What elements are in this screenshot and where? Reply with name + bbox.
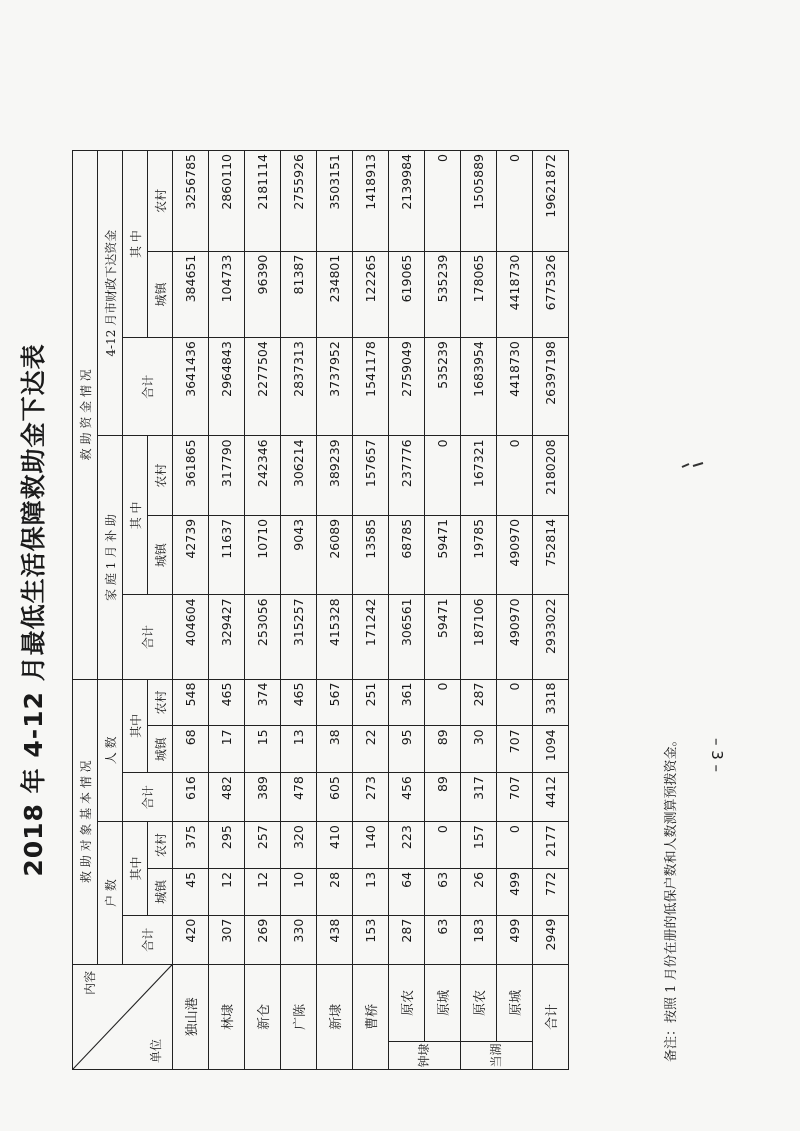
table-row: [245, 151, 281, 1070]
value-cell-p-urban: 68: [173, 726, 209, 773]
value-cell-a-urban: 619065: [389, 251, 425, 338]
value-cell-h-total: 330: [281, 915, 317, 964]
value-cell-h-total: 420: [173, 915, 209, 964]
value-cell-h-urban: 499: [497, 868, 533, 915]
unit-group-cell: 当湖: [461, 1041, 533, 1069]
households-total-header: 合计: [123, 915, 173, 964]
value-cell-a-urban: 104733: [209, 251, 245, 338]
value-cell-a-urban: 122265: [353, 251, 389, 338]
unit-group-cell: 钟埭: [389, 1041, 461, 1069]
value-cell-h-total: 307: [209, 915, 245, 964]
value-cell-a-urban: 178065: [461, 251, 497, 338]
value-cell-p-total: 482: [209, 773, 245, 822]
value-cell-j-total: 171242: [353, 595, 389, 679]
value-cell-h-total: 499: [497, 915, 533, 964]
value-cell-p-rural: 287: [461, 679, 497, 726]
value-cell-a-urban: 234801: [317, 251, 353, 338]
value-cell-j-total: 490970: [497, 595, 533, 679]
table-row: [389, 151, 425, 1070]
value-cell-j-urban: 752814: [533, 515, 569, 595]
value-cell-h-rural: 0: [425, 822, 461, 869]
value-cell-j-rural: 237776: [389, 436, 425, 516]
households-ofwhich-header: 其中: [123, 822, 148, 916]
value-cell-p-rural: 465: [209, 679, 245, 726]
jan-ofwhich-header: 其 中: [123, 436, 148, 595]
value-cell-p-total: 478: [281, 773, 317, 822]
jan-urban-header: 城镇: [148, 515, 173, 595]
value-cell-a-urban: 4418730: [497, 251, 533, 338]
value-cell-j-total: 59471: [425, 595, 461, 679]
table-row: [281, 151, 317, 1070]
value-cell-h-rural: 375: [173, 822, 209, 869]
value-cell-j-rural: 0: [425, 436, 461, 516]
value-cell-a-rural: 1418913: [353, 151, 389, 252]
value-cell-a-urban: 384651: [173, 251, 209, 338]
value-cell-j-rural: 317790: [209, 436, 245, 516]
value-cell-h-rural: 140: [353, 822, 389, 869]
value-cell-p-total: 605: [317, 773, 353, 822]
value-cell-j-rural: 306214: [281, 436, 317, 516]
unit-cell: 新埭: [317, 964, 353, 1069]
value-cell-p-rural: 567: [317, 679, 353, 726]
alloc-total-header: 合计: [123, 338, 173, 436]
value-cell-a-total: 2759049: [389, 338, 425, 436]
value-cell-p-urban: 22: [353, 726, 389, 773]
total-row: [533, 151, 569, 1070]
value-cell-a-rural: 2860110: [209, 151, 245, 252]
value-cell-a-rural: 2139984: [389, 151, 425, 252]
unit-cell: 广陈: [281, 964, 317, 1069]
unit-sub-cell: 原农: [389, 964, 425, 1041]
unit-cell: 新仓: [245, 964, 281, 1069]
alloc-ofwhich-header: 其 中: [123, 151, 148, 338]
value-cell-p-total: 4412: [533, 773, 569, 822]
value-cell-a-rural: 3256785: [173, 151, 209, 252]
value-cell-a-total: 3641436: [173, 338, 209, 436]
people-total-header: 合计: [123, 773, 173, 822]
value-cell-a-rural: 19621872: [533, 151, 569, 252]
unit-cell: 林埭: [209, 964, 245, 1069]
value-cell-j-urban: 490970: [497, 515, 533, 595]
diag-top-label: 内容: [83, 970, 97, 995]
value-cell-j-urban: 42739: [173, 515, 209, 595]
value-cell-a-urban: 81387: [281, 251, 317, 338]
households-rural-header: 农村: [148, 822, 173, 869]
value-cell-h-total: 183: [461, 915, 497, 964]
value-cell-h-rural: 157: [461, 822, 497, 869]
value-cell-h-urban: 772: [533, 868, 569, 915]
value-cell-p-urban: 707: [497, 726, 533, 773]
value-cell-j-total: 306561: [389, 595, 425, 679]
unit-cell: 合计: [533, 964, 569, 1069]
value-cell-j-total: 2933022: [533, 595, 569, 679]
value-cell-j-urban: 9043: [281, 515, 317, 595]
value-cell-a-total: 26397198: [533, 338, 569, 436]
value-cell-h-urban: 45: [173, 868, 209, 915]
alloc-rural-header: 农村: [148, 151, 173, 252]
table-row: [497, 151, 533, 1070]
unit-sub-cell: 原城: [425, 964, 461, 1041]
value-cell-p-urban: 38: [317, 726, 353, 773]
value-cell-j-urban: 13585: [353, 515, 389, 595]
rotated-sheet: [10, 110, 730, 1110]
value-cell-a-rural: 0: [497, 151, 533, 252]
value-cell-h-urban: 26: [461, 868, 497, 915]
table-row: [209, 151, 245, 1070]
value-cell-j-total: 253056: [245, 595, 281, 679]
value-cell-j-rural: 389239: [317, 436, 353, 516]
people-ofwhich-header: 其中: [123, 679, 148, 773]
value-cell-a-total: 1541178: [353, 338, 389, 436]
value-cell-j-rural: 157657: [353, 436, 389, 516]
value-cell-p-total: 456: [389, 773, 425, 822]
value-cell-p-total: 273: [353, 773, 389, 822]
value-cell-a-rural: 0: [425, 151, 461, 252]
value-cell-a-total: 535239: [425, 338, 461, 436]
value-cell-a-urban: 535239: [425, 251, 461, 338]
alloc-header: 4-12 月市财政下达资金: [98, 151, 123, 436]
value-cell-p-total: 616: [173, 773, 209, 822]
value-cell-p-total: 707: [497, 773, 533, 822]
value-cell-p-rural: 361: [389, 679, 425, 726]
value-cell-p-rural: 0: [425, 679, 461, 726]
diag-bottom-label: 单位: [149, 1038, 163, 1063]
value-cell-j-total: 187106: [461, 595, 497, 679]
value-cell-a-rural: 2755926: [281, 151, 317, 252]
value-cell-a-urban: 96390: [245, 251, 281, 338]
value-cell-a-rural: 2181114: [245, 151, 281, 252]
allocation-table: [72, 150, 569, 1070]
value-cell-h-urban: 28: [317, 868, 353, 915]
value-cell-p-urban: 17: [209, 726, 245, 773]
people-rural-header: 农村: [148, 679, 173, 726]
value-cell-j-rural: 0: [497, 436, 533, 516]
value-cell-a-total: 4418730: [497, 338, 533, 436]
value-cell-h-rural: 410: [317, 822, 353, 869]
value-cell-h-total: 438: [317, 915, 353, 964]
value-cell-h-rural: 0: [497, 822, 533, 869]
value-cell-h-urban: 64: [389, 868, 425, 915]
table-row: [173, 151, 209, 1070]
page-number: – 3 –: [708, 737, 727, 773]
value-cell-p-urban: 95: [389, 726, 425, 773]
basic-info-header: 救 助 对 象 基 本 情 况: [73, 679, 98, 964]
value-cell-p-urban: 15: [245, 726, 281, 773]
value-cell-h-urban: 13: [353, 868, 389, 915]
value-cell-a-total: 2277504: [245, 338, 281, 436]
table-row: [425, 151, 461, 1070]
households-header: 户 数: [98, 822, 123, 965]
value-cell-p-urban: 30: [461, 726, 497, 773]
people-header: 人 数: [98, 679, 123, 822]
jan-subsidy-header: 家 庭 1 月 补 助: [98, 436, 123, 679]
value-cell-a-total: 2964843: [209, 338, 245, 436]
value-cell-a-rural: 3503151: [317, 151, 353, 252]
allocation-table-wrap: [72, 150, 569, 1070]
value-cell-h-urban: 12: [245, 868, 281, 915]
unit-cell: 独山港: [173, 964, 209, 1069]
value-cell-h-rural: 320: [281, 822, 317, 869]
value-cell-j-urban: 68785: [389, 515, 425, 595]
value-cell-h-total: 287: [389, 915, 425, 964]
funds-header: 救 助 资 金 情 况: [73, 151, 98, 680]
value-cell-h-rural: 223: [389, 822, 425, 869]
value-cell-a-total: 1683954: [461, 338, 497, 436]
table-row: [353, 151, 389, 1070]
unit-sub-cell: 原农: [461, 964, 497, 1041]
value-cell-p-total: 389: [245, 773, 281, 822]
value-cell-j-total: 415328: [317, 595, 353, 679]
value-cell-p-rural: 251: [353, 679, 389, 726]
people-urban-header: 城镇: [148, 726, 173, 773]
value-cell-h-urban: 10: [281, 868, 317, 915]
value-cell-j-urban: 19785: [461, 515, 497, 595]
value-cell-j-urban: 26089: [317, 515, 353, 595]
value-cell-p-rural: 548: [173, 679, 209, 726]
value-cell-h-total: 2949: [533, 915, 569, 964]
value-cell-j-urban: 59471: [425, 515, 461, 595]
value-cell-p-rural: 465: [281, 679, 317, 726]
jan-rural-header: 农村: [148, 436, 173, 516]
households-urban-header: 城镇: [148, 868, 173, 915]
value-cell-a-urban: 6775326: [533, 251, 569, 338]
table-row: [317, 151, 353, 1070]
value-cell-a-total: 2837313: [281, 338, 317, 436]
value-cell-p-urban: 89: [425, 726, 461, 773]
table-row: [461, 151, 497, 1070]
stray-mark: [681, 461, 709, 471]
value-cell-j-rural: 167321: [461, 436, 497, 516]
footnote: 备注：按照 1 月份在册的低保户数和人数测算预拨资金。: [664, 733, 679, 1062]
value-cell-h-total: 153: [353, 915, 389, 964]
value-cell-p-rural: 374: [245, 679, 281, 726]
value-cell-h-rural: 2177: [533, 822, 569, 869]
alloc-urban-header: 城镇: [148, 251, 173, 338]
value-cell-p-urban: 1094: [533, 726, 569, 773]
unit-sub-cell: 原城: [497, 964, 533, 1041]
value-cell-h-urban: 12: [209, 868, 245, 915]
value-cell-h-total: 63: [425, 915, 461, 964]
unit-cell: 曹桥: [353, 964, 389, 1069]
value-cell-p-urban: 13: [281, 726, 317, 773]
value-cell-j-rural: 2180208: [533, 436, 569, 516]
diagonal-header-cell: [73, 964, 173, 1069]
value-cell-j-total: 329427: [209, 595, 245, 679]
value-cell-h-urban: 63: [425, 868, 461, 915]
value-cell-h-total: 269: [245, 915, 281, 964]
value-cell-j-urban: 11637: [209, 515, 245, 595]
value-cell-a-total: 3737952: [317, 338, 353, 436]
value-cell-p-rural: 0: [497, 679, 533, 726]
value-cell-j-total: 404604: [173, 595, 209, 679]
jan-total-header: 合计: [123, 595, 173, 679]
value-cell-p-total: 89: [425, 773, 461, 822]
value-cell-p-total: 317: [461, 773, 497, 822]
value-cell-j-rural: 361865: [173, 436, 209, 516]
value-cell-a-rural: 1505889: [461, 151, 497, 252]
value-cell-j-total: 315257: [281, 595, 317, 679]
value-cell-h-rural: 295: [209, 822, 245, 869]
value-cell-p-rural: 3318: [533, 679, 569, 726]
value-cell-j-rural: 242346: [245, 436, 281, 516]
value-cell-j-urban: 10710: [245, 515, 281, 595]
page-title: 2018 年 4-12 月最低生活保障救助金下达表: [19, 343, 48, 877]
value-cell-h-rural: 257: [245, 822, 281, 869]
